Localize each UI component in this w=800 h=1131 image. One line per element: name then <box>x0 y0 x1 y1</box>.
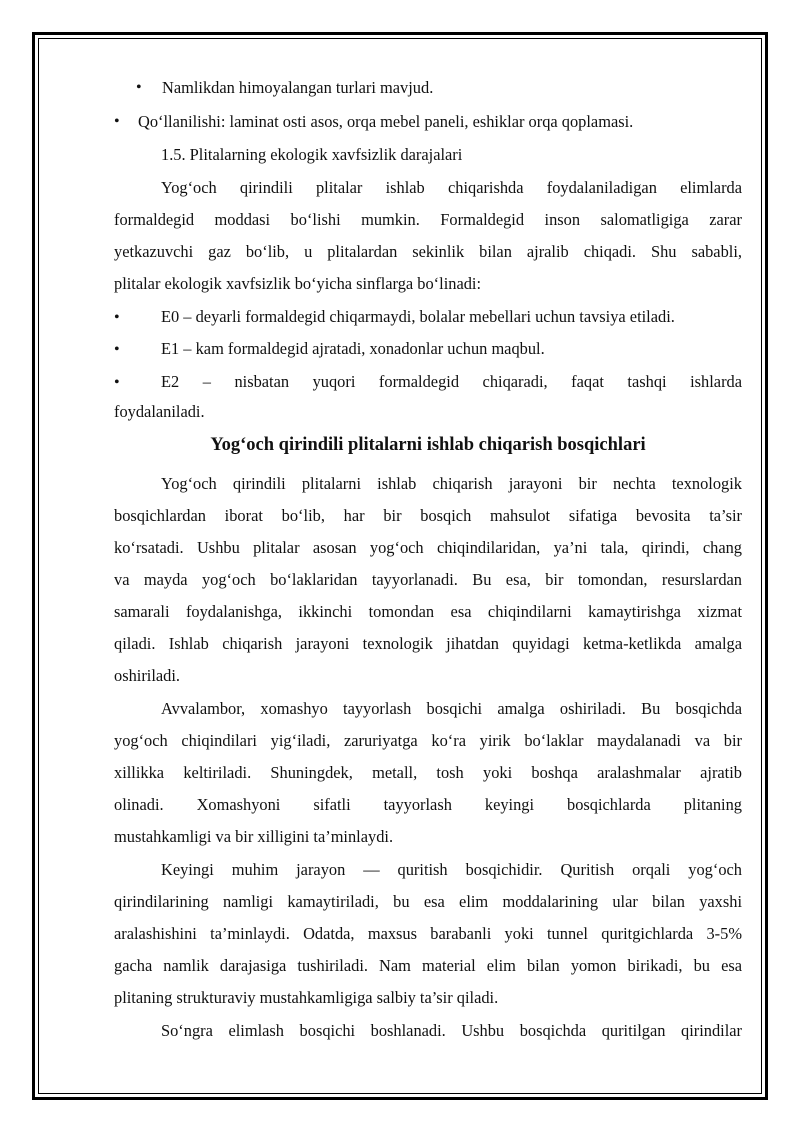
paragraph-line: aralashishini ta’minlaydi. Odatda, maxsus barabanli yoki tunnel quritgichlarda 3-5% <box>114 924 742 943</box>
bullet-icon: • <box>114 113 120 130</box>
list-item: E0 – deyarli formaldegid chiqarmaydi, bolalar mebellari uchun tavsiya etiladi. <box>161 307 675 326</box>
list-item: E2 – nisbatan yuqori formaldegid chiqaradi, faqat tashqi ishlarda <box>161 372 742 391</box>
paragraph-line: Yog‘och qirindili plitalarni ishlab chiqarish jarayoni bir nechta texnologik <box>161 474 742 493</box>
paragraph-line: samarali foydalanishga, ikkinchi tomondan esa chiqindilarni kamaytirishga xizmat <box>114 602 742 621</box>
paragraph-line: xillikka keltiriladi. Shuningdek, metall, tosh yoki boshqa aralashmalar ajratib <box>114 763 742 782</box>
bullet-icon: • <box>114 341 120 358</box>
page-heading: Yog‘och qirindili plitalarni ishlab chiqarish bosqichlari <box>210 435 646 455</box>
list-item-continuation: foydalaniladi. <box>114 402 205 421</box>
paragraph-line: Avvalambor, xomashyo tayyorlash bosqichi amalga oshiriladi. Bu bosqichda <box>161 699 742 718</box>
list-item: Namlikdan himoyalangan turlari mavjud. <box>162 78 434 97</box>
paragraph-line: gacha namlik darajasiga tushiriladi. Nam material elim bilan yomon birikadi, bu esa <box>114 956 742 975</box>
section-title: 1.5. Plitalarning ekologik xavfsizlik darajalari <box>161 145 463 164</box>
paragraph-line: oshiriladi. <box>114 666 181 685</box>
paragraph-line: qiladi. Ishlab chiqarish jarayoni texnologik jihatdan quyidagi ketma-ketlikda amalga <box>114 634 742 653</box>
paragraph-line: Keyingi muhim jarayon — quritish bosqichidir. Quritish orqali yog‘och <box>161 860 742 879</box>
paragraph-line: plitaning strukturaviy mustahkamligiga salbiy ta’sir qiladi. <box>114 988 499 1007</box>
paragraph-line: mustahkamligi va bir xilligini ta’minlaydi. <box>114 827 394 846</box>
paragraph-line: So‘ngra elimlash bosqichi boshlanadi. Ushbu bosqichda quritilgan qirindilar <box>161 1021 742 1040</box>
list-item: E1 – kam formaldegid ajratadi, xonadonlar uchun maqbul. <box>161 339 545 358</box>
paragraph-line: bosqichlardan iborat bo‘lib, har bir bosqich mahsulot sifatiga bevosita ta’sir <box>114 506 742 525</box>
bullet-icon: • <box>114 309 120 326</box>
bullet-icon: • <box>136 79 142 96</box>
paragraph-line: formaldegid moddasi bo‘lishi mumkin. Formaldegid inson salomatligiga zarar <box>114 210 742 229</box>
paragraph-line: qirindilarining namligi kamaytiriladi, bu esa elim moddalarining ular bilan yaxshi <box>114 892 742 911</box>
paragraph-line: yetkazuvchi gaz bo‘lib, u plitalardan sekinlik bilan ajralib chiqadi. Shu sababli, <box>114 242 742 261</box>
paragraph-line: olinadi. Xomashyoni sifatli tayyorlash keyingi bosqichlarda plitaning <box>114 795 742 814</box>
paragraph-line: Yog‘och qirindili plitalar ishlab chiqarishda foydalaniladigan elimlarda <box>161 178 742 197</box>
list-item: Qo‘llanilishi: laminat osti asos, orqa mebel paneli, eshiklar orqa qoplamasi. <box>138 112 634 131</box>
bullet-icon: • <box>114 374 120 391</box>
paragraph-line: yog‘och chiqindilari yig‘iladi, zaruriyatga ko‘ra yirik bo‘laklar maydalanadi va bir <box>114 731 742 750</box>
paragraph-line: va mayda yog‘och bo‘laklaridan tayyorlanadi. Bu esa, bir tomondan, resurslardan <box>114 570 742 589</box>
paragraph-line: plitalar ekologik xavfsizlik bo‘yicha sinflarga bo‘linadi: <box>114 274 482 293</box>
paragraph-line: ko‘rsatadi. Ushbu plitalar asosan yog‘och chiqindilaridan, ya’ni tala, qirindi, chang <box>114 538 742 557</box>
